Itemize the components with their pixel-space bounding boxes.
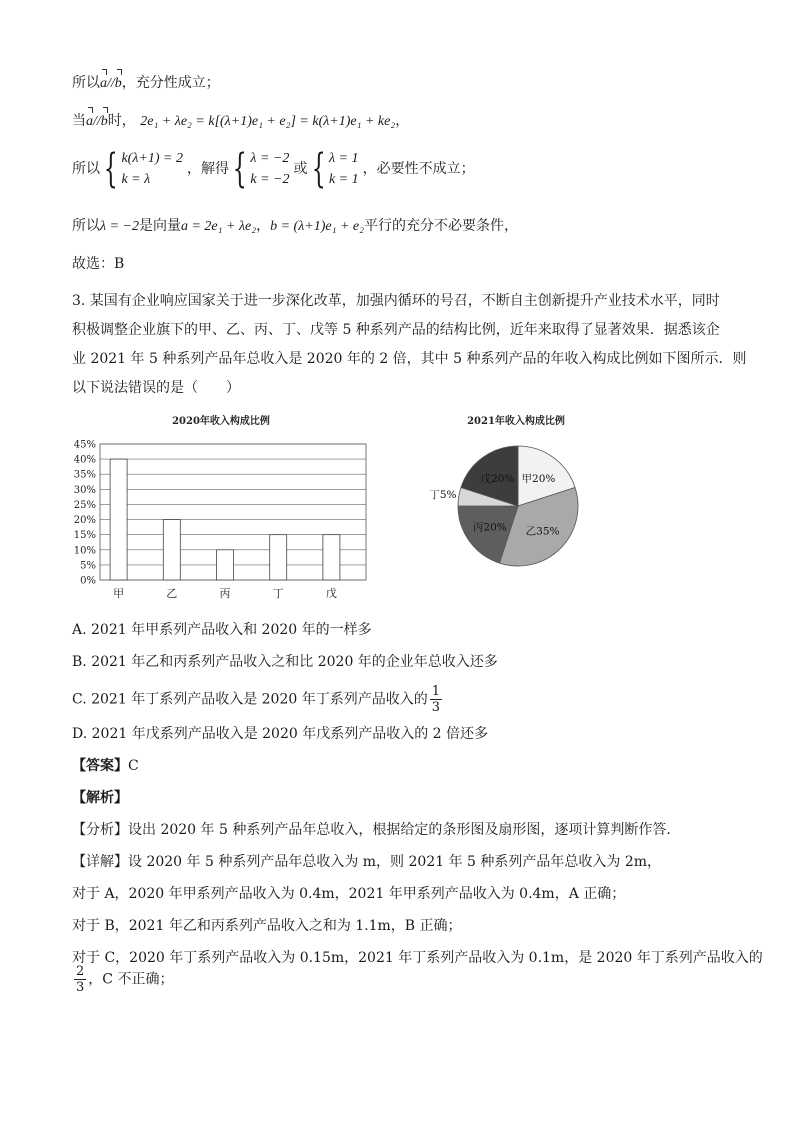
question-line-2: 积极调整企业旗下的甲、乙、丙、丁、戊等 5 种系列产品的结构比例，近年来取得了显著效果．据悉该企 bbox=[72, 322, 720, 338]
system-a: k(λ+1) = 2 k = λ bbox=[121, 151, 183, 187]
analysis-a: 对于 A，2020 年甲系列产品收入为 0.4m，2021 年甲系列产品收入为 0.4m，A 正确； bbox=[72, 886, 626, 902]
analysis-c-cont: $\frac{2}{3}$ ，C 不正确； bbox=[76, 964, 174, 995]
analysis-fenxi: 【分析】设出 2020 年 5 种系列产品年总收入，根据给定的条形图及扇形图，逐项计算判断作答. bbox=[72, 822, 671, 838]
answer-value: C bbox=[128, 758, 139, 774]
analysis-tag: 【解析】 bbox=[72, 790, 128, 806]
question-line-4: 以下说法错误的是（ ） bbox=[72, 380, 240, 396]
y-tick-label: 45% bbox=[73, 439, 96, 451]
y-tick-label: 0% bbox=[80, 575, 96, 587]
fraction-one-third: $\frac{1}{3}$ bbox=[431, 684, 441, 715]
analysis-c: 对于 C，2020 年丁系列产品收入为 0.15m，2021 年丁系列产品收入为 0.1m，是 2020 年丁系列产品收入的 bbox=[72, 950, 763, 966]
option-a: A. 2021 年甲系列产品收入和 2020 年的一样多 bbox=[72, 622, 372, 638]
option-d: D. 2021 年戊系列产品收入是 2020 年戊系列产品收入的 2 倍还多 bbox=[72, 726, 489, 742]
pie-label: 丙20% bbox=[472, 521, 507, 534]
bar-丁 bbox=[270, 535, 287, 580]
bar-甲 bbox=[110, 459, 127, 580]
y-tick-label: 15% bbox=[73, 530, 96, 542]
question-line-1: 3. 某国有企业响应国家关于进一步深化改革，加强内循环的号召，不断自主创新提升产业技术水平，同时 bbox=[72, 293, 720, 309]
pie-label: 丁5% bbox=[429, 489, 457, 502]
proof-line-3: 所以{ k(λ+1) = 2 k = λ ，解得{ λ = −2 k = −2 或{ λ = 1 k = 1 ，必要性不成立； bbox=[72, 146, 475, 192]
x-tick-label: 乙 bbox=[166, 587, 178, 600]
y-tick-label: 35% bbox=[73, 469, 96, 481]
question-line-3: 业 2021 年 5 种系列产品年总收入是 2020 年的 2 倍，其中 5 种系列产品的年收入构成比例如下图所示．则 bbox=[72, 351, 747, 367]
system-c: λ = 1 k = 1 bbox=[328, 151, 359, 187]
proof-line-4: 所以λ = −2是向量a = 2e₁ + λe₂，b = (λ+1)e₁ + e₂平行的充分不必要条件， bbox=[72, 218, 518, 234]
option-c: C. 2021 年丁系列产品收入是 2020 年丁系列产品收入的 $\frac{1}{3}$ bbox=[72, 684, 441, 715]
y-tick-label: 40% bbox=[73, 454, 96, 466]
option-b: B. 2021 年乙和丙系列产品收入之和比 2020 年的企业年总收入还多 bbox=[72, 654, 498, 670]
y-tick-label: 30% bbox=[73, 484, 96, 496]
answer-tag: 【答案】 bbox=[72, 758, 128, 774]
x-tick-label: 戊 bbox=[325, 587, 337, 600]
bar-乙 bbox=[163, 520, 180, 580]
x-tick-label: 丙 bbox=[219, 587, 231, 600]
system-b: λ = −2 k = −2 bbox=[250, 151, 290, 187]
y-tick-label: 10% bbox=[73, 545, 96, 557]
analysis-b: 对于 B，2021 年乙和丙系列产品收入之和为 1.1m，B 正确； bbox=[72, 918, 462, 934]
y-tick-label: 5% bbox=[80, 560, 96, 572]
fraction-two-thirds: $\frac{2}{3}$ bbox=[76, 964, 85, 995]
bar-chart-2020 bbox=[66, 410, 376, 610]
x-tick-label: 甲 bbox=[113, 587, 125, 600]
parallel-expr: a//b bbox=[100, 76, 122, 91]
answer-line bbox=[72, 756, 139, 776]
bar-chart-title: 2020年收入构成比例 bbox=[172, 416, 270, 427]
analysis-xiangjie: 【详解】设 2020 年 5 种系列产品年总收入为 m，则 2021 年 5 种系列产品年总收入为 2m， bbox=[72, 854, 662, 870]
bar-戊 bbox=[323, 535, 340, 580]
proof-line-2: 当a//b时， 2e₁ + λe₂ = k[(λ+1)e₁ + e₂] = k(λ+1)e₁ + ke₂， bbox=[72, 111, 409, 132]
bar-丙 bbox=[217, 550, 234, 580]
proof-line-1: 所以a//b，充分性成立； bbox=[72, 73, 220, 94]
pie-label: 甲20% bbox=[521, 472, 556, 485]
conclusion: 故选：B bbox=[72, 256, 125, 272]
x-tick-label: 丁 bbox=[272, 587, 284, 600]
pie-chart-2021 bbox=[410, 410, 610, 575]
y-tick-label: 20% bbox=[73, 515, 96, 527]
y-tick-label: 25% bbox=[73, 499, 96, 511]
equation-2: 2e₁ + λe₂ = k[(λ+1)e₁ + e₂] = k(λ+1)e₁ + ke₂ bbox=[140, 114, 396, 129]
pie-chart-title: 2021年收入构成比例 bbox=[467, 416, 565, 427]
pie-label: 戊20% bbox=[480, 472, 515, 485]
pie-label: 乙35% bbox=[525, 525, 560, 538]
